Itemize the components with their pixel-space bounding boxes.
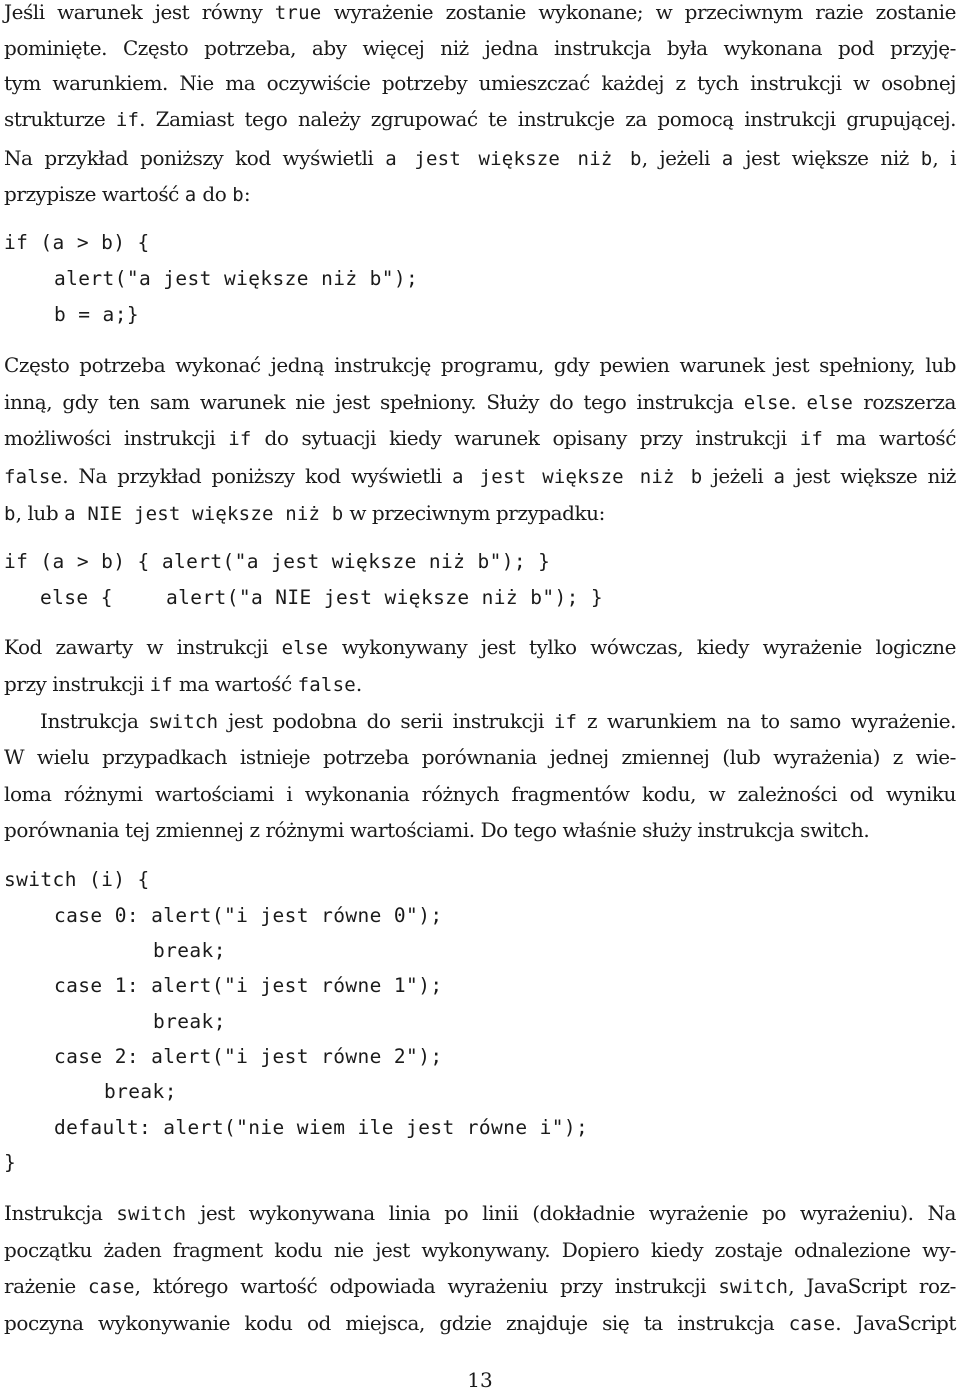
text-line: pominięte. Często potrzeba, aby więcej niż jedna instrukcja była wykonana pod przyję- <box>4 36 956 60</box>
text-line: porównania tej zmiennej z różnymi wartościami. Do tego właśnie służy instrukcja switch. <box>4 818 870 842</box>
text-line: Instrukcja switch jest podobna do serii instrukcji if z warunkiem na to samo wyrażenie. <box>40 709 956 733</box>
page-number: 13 <box>467 1368 493 1392</box>
text-line: strukturze if. Zamiast tego należy zgrupować te instrukcje za pomocą instrukcji grupującej. <box>4 107 957 131</box>
text-line: b, lub a NIE jest większe niż b w przeciwnym przypadku: <box>4 501 605 525</box>
text-line: przypisze wartość a do b: <box>4 182 251 206</box>
code-line: if (a > b) { alert("a jest większe niż b"); } <box>4 550 551 573</box>
code-line: break; <box>153 1010 226 1033</box>
text-line: false. Na przykład poniższy kod wyświetli a jest większe niż b jeżeli a jest większe niż <box>4 464 957 488</box>
code-line: alert("a NIE jest większe niż b"); } <box>166 586 604 609</box>
code-line: break; <box>104 1080 177 1103</box>
code-line: else { <box>40 586 113 609</box>
text-line: inną, gdy ten sam warunek nie jest spełniony. Służy do tego instrukcja else. else rozszerza <box>4 390 956 414</box>
code-line: } <box>4 1151 17 1174</box>
text-line: Jeśli warunek jest równy true wyrażenie zostanie wykonane; w przeciwnym razie zostanie <box>4 0 956 24</box>
text-line: możliwości instrukcji if do sytuacji kiedy warunek opisany przy instrukcji if ma wartość <box>4 426 956 450</box>
code-line: b = a;} <box>54 303 139 326</box>
code-line: alert("a jest większe niż b"); <box>54 267 419 290</box>
code-line: break; <box>153 939 226 962</box>
text-line: loma różnymi wartościami i wykonania różnych fragmentów kodu, w zależności od wyniku <box>4 782 956 806</box>
text-line: Na przykład poniższy kod wyświetli a jest większe niż b, jeżeli a jest większe niż b, i <box>4 146 957 170</box>
text-line: Często potrzeba wykonać jedną instrukcję programu, gdy pewien warunek jest spełniony, lub <box>4 353 956 377</box>
code-line: switch (i) { <box>4 868 150 891</box>
text-line: początku żaden fragment kodu nie jest wykonywany. Dopiero kiedy zostaje odnalezione wy- <box>4 1238 956 1262</box>
text-line: W wielu przypadkach istnieje potrzeba porównania jednej zmiennej (lub wyrażenia) z wie- <box>4 745 956 769</box>
code-line: case 0: alert("i jest równe 0"); <box>54 904 443 927</box>
code-line: case 1: alert("i jest równe 1"); <box>54 974 443 997</box>
code-line: if (a > b) { <box>4 231 150 254</box>
text-line: przy instrukcji if ma wartość false. <box>4 672 362 696</box>
text-line: Kod zawarty w instrukcji else wykonywany jest tylko wówczas, kiedy wyrażenie logiczne <box>4 635 956 659</box>
text-line: tym warunkiem. Nie ma oczywiście potrzeby umieszczać każdej z tych instrukcji w osobnej <box>4 71 956 95</box>
code-line: case 2: alert("i jest równe 2"); <box>54 1045 443 1068</box>
text-line: rażenie case, którego wartość odpowiada wyrażeniu przy instrukcji switch, JavaScript roz- <box>4 1274 956 1298</box>
code-line: default: alert("nie wiem ile jest równe i"); <box>54 1116 589 1139</box>
text-line: poczyna wykonywanie kodu od miejsca, gdzie znajduje się ta instrukcja case. JavaScript <box>4 1311 956 1335</box>
text-line: Instrukcja switch jest wykonywana linia po linii (dokładnie wyrażenie po wyrażeniu). Na <box>4 1201 956 1225</box>
